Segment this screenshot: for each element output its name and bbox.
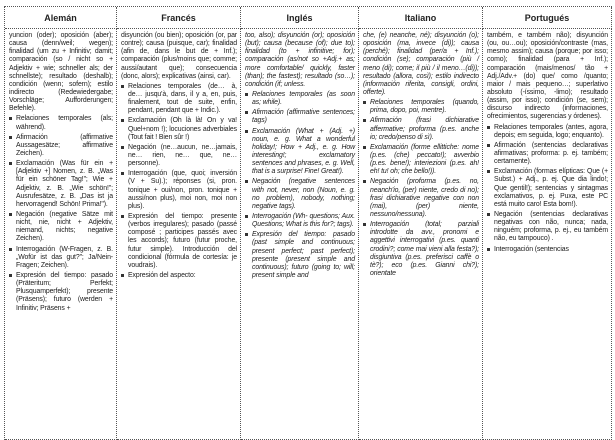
list-item: Interrogación (W-Fragen, z. B. „Wofür ist das gut?"; Ja/Nein-Fragen; Zeichen). bbox=[9, 246, 113, 270]
list-item: Interrogación (total; parziali introdotte da avv., pronomi e aggettivi interrogativi (p.es. quanti crodini?; come mai vieni alla festa?); disgiuntiva (p.es. preferisci caffè o tè?); eco (p.es. Gianni chi?); orientate bbox=[363, 221, 479, 278]
list-item: Afirmación (sentencias declarativas afirmativas; proforma: p. ej. também; certamente). bbox=[487, 142, 608, 166]
column-frances bbox=[117, 29, 241, 440]
list-item: Interrogación (sentencias bbox=[487, 246, 608, 254]
list-item: Negación (proforma (p.es. no, neanch'io, (per) niente, credo di no); frasi dichiarative negative con non (mai), (per) niente, nessuno/nessuna). bbox=[363, 178, 479, 219]
language-table bbox=[4, 6, 612, 440]
header-portugues: Portugués bbox=[483, 7, 612, 29]
column-item-list bbox=[363, 99, 479, 278]
list-item: Relaciones temporales (as soon as; while). bbox=[245, 91, 355, 107]
list-item: Afirmación (frasi dichiarative affermative; proforma (p.es. anche io; credo/penso di sì). bbox=[363, 117, 479, 141]
column-ingles bbox=[241, 29, 359, 440]
list-item: Relaciones temporales (als; während). bbox=[9, 115, 113, 131]
list-item: Exclamación (forme ellittiche: nome (p.es. (che) peccato!); avverbio (p.es. bene!); interiezioni (p.es. ah! eh! tu! oh; che bello!)). bbox=[363, 144, 479, 177]
list-item: Exclamación (Oh là là! On y va! Quel+nom !); locuciones adverbiales (Tout fait ! Bien sûr !) bbox=[121, 117, 237, 141]
list-item: Relaciones temporales (quando, prima, dopo, poi, mentre). bbox=[363, 99, 479, 115]
list-item: Afirmación (affirmative sentences; tags) bbox=[245, 109, 355, 125]
column-lead: too, also); disyunción (or); oposición (but); causa (because (of); due to); finalidad (to + infinitive; for); comparación (as/not so +Adj.+ as; more comfortable/ quickly, faster (than); the fastest); resultado (so…); condición (if; unless. bbox=[245, 32, 355, 88]
column-item-list bbox=[487, 124, 608, 254]
list-item: Negación (negative Sätze mit nicht, nie, nicht + Adjektiv, niemand, nichts; negative Zeichen). bbox=[9, 211, 113, 244]
column-lead: yuncion (oder); oposición (aber); causa (denn/weil; wegen); finalidad (um zu + Infinitiv; damit; comparación (so / nicht so + Adjektiv + wie; schneller als; der schnellste); resultado (deshalb); condición (wenn; sofern); estilo indirecto (Redewiedergabe; Vorschläge; Aufforderungen; Befehle). bbox=[9, 32, 113, 113]
list-item: Afirmación (affirmative Aussagesätze; affirmative Zeichen). bbox=[9, 134, 113, 158]
header-frances: Francés bbox=[117, 7, 241, 29]
column-lead: também, e também não); disyunción (ou, ou…ou); oposición/contraste (mas, mesmo assim); causa (porque; por isso; como); finalidad (para + Inf.); comparación (mais/menos/ tão + Adj./Adv.+ (do) que/ como /quanto; maior / mais pequeno…; superlativo absoluto (-íssimo, -limo); resultado (assim, por isso); condición (se, sem); discurso indirecto (informaciones, ofrecimientos, sugerencias y órdenes). bbox=[487, 32, 608, 121]
list-item: Relaciones temporales (de… à, de… jusqu'à, dans, il y a, en, puis, finalement, tout de suite, enfin, pendant, pendant que + Indic.). bbox=[121, 83, 237, 116]
header-aleman: Alemán bbox=[5, 7, 117, 29]
column-portugues bbox=[483, 29, 612, 440]
list-item: Interrogación (que, quoi; inversión (V + Su).); réponses (si, pron. tonique + oui/non, pron. tonique + aussi/non plus), moi non, moi non plus). bbox=[121, 170, 237, 211]
list-item: Negación (sentencias declarativas negativas con não, nunca; nada, ninguém; proforma, p. ej., eu também não, eu tampouco) . bbox=[487, 211, 608, 244]
header-ingles: Inglés bbox=[241, 7, 359, 29]
column-item-list bbox=[245, 91, 355, 280]
list-item: Exclamación (formas elípticas: Que (+ Subst.) + Adj., p. ej. Que dia lindo!; Que gentil!); sentencias y sintagmas exclamativos, p. ej. Puxa, este PC está muito caro! Esta bom!). bbox=[487, 168, 608, 209]
column-lead: disyunción (ou bien); oposición (or, par contre); causa (puisque, car); finalidad (afin de, dans le but de + Inf.); comparación (plus/moins que; comme; aussi/autant que); consecuencia (donc, alors); explicativas (ainsi, car). bbox=[121, 32, 237, 80]
list-item: Exclamación (Was für ein + [Adjektiv +] Nomen, z. B. „Was für ein schöner Tag!"; Wie + Adjektiv, z. B. „Wie schön!"; Ausrufesätze, z. B. „Das ist ja hervorragend! Schön! Prima!"). bbox=[9, 160, 113, 209]
list-item: Exclamación (What + (Adj. +) noun, e. g. What a wonderful holiday!; How + Adj., e. g. How interesting!; exclamatory sentences and phrases, e. g. Well, that is a surprise! Fine! Great!). bbox=[245, 128, 355, 177]
column-item-list bbox=[121, 83, 237, 280]
list-item: Negación (negative sentences with not, never, non (Noun, e. g. no problem), nobody, nothing; negative tags). bbox=[245, 178, 355, 211]
column-lead: che, (e) neanche, né); disyunción (o); oposición (ma, invece (di)); causa (perché); finalidad (per/a + Inf.); condición (se); comparación (più / meno (di); come; il più / il meno…(di)); resultado (allora, così); estilo indirecto (información riferita, consigli, ordini, offerte). bbox=[363, 32, 479, 96]
column-item-list bbox=[9, 115, 113, 312]
list-item: Expresión del aspecto: bbox=[121, 272, 237, 280]
column-italiano bbox=[359, 29, 483, 440]
header-italiano: Italiano bbox=[359, 7, 483, 29]
list-item: Expresión del tiempo: presente (verbos irregulares); pasado (passé composé ; participes passés avec les accords); futuro (futur proche, futur simple). Introducción del condicional (fórmula de cortesía: je voudrais). bbox=[121, 213, 237, 270]
column-aleman bbox=[5, 29, 117, 440]
list-item: Interrogación (Wh- questions; Aux. Questions; What is this for?; tags). bbox=[245, 213, 355, 229]
list-item: Expresión del tiempo: pasado (past simple and continuous; present perfect; past perfect); presente (present simple and continuous); futuro (going to; will; present simple and bbox=[245, 231, 355, 280]
list-item: Negación (ne…aucun, ne…jamais, ne… rien, ne… que, ne… personne). bbox=[121, 144, 237, 168]
list-item: Expresión del tiempo: pasado (Präteritum; Perfekt; Plusquamperfekt); presente (Präsens); futuro (werden + Infinitiv; Präsens + bbox=[9, 272, 113, 313]
list-item: Relaciones temporales (antes, agora, depois; em seguida, logo; enquanto). bbox=[487, 124, 608, 140]
